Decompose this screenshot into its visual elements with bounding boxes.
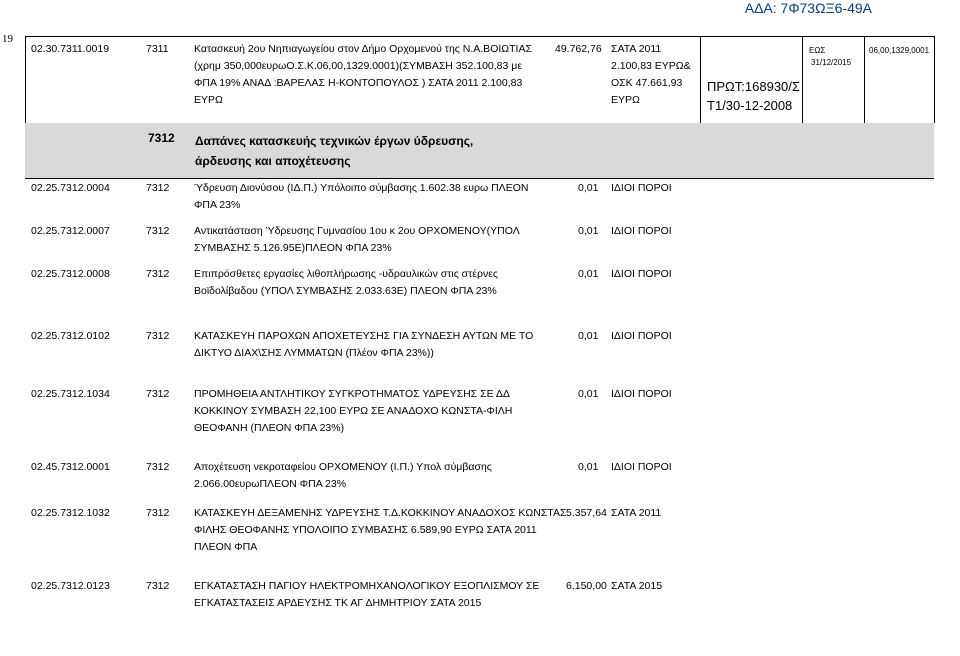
desc-line: ΦΠΑ 19% ΑΝΑΔ :ΒΑΡΕΛΑΣ Η-ΚΟΝΤΟΠΟΥΛΟΣ ) ΣΑΤΑ 2011 2.100,83 — [194, 77, 523, 89]
row-description — [194, 386, 512, 437]
desc-line: ΕΥΡΩ — [194, 94, 223, 106]
row-amount: 0,01 — [578, 388, 599, 400]
row-source: ΙΔΙΟΙ ΠΟΡΟΙ — [611, 330, 672, 342]
desc-line: ΚΑΤΑΣΚΕΥΗ ΠΑΡΟΧΩΝ ΑΠΟΧΕΤΕΥΣΗΣ ΓΙΑ ΣΥΝΔΕΣΗ ΑΥΤΩΝ ΜΕ ΤΟ — [194, 330, 534, 342]
source-line: ΕΥΡΩ — [611, 94, 640, 106]
row-kae: 7312 — [146, 507, 170, 519]
desc-line: ΔΙΚΤΥΟ ΔΙΑΧ\ΣΗΣ ΛΥΜΜΑΤΩΝ (Πλέον ΦΠΑ 23%)) — [194, 347, 434, 359]
border-eos — [802, 36, 803, 123]
first-row-kae: 7311 — [146, 43, 169, 55]
source-line: ΣΑΤΑ 2011 — [611, 43, 662, 55]
desc-line: ΠΛΕΟΝ ΦΠΑ — [194, 541, 258, 553]
first-row-eos — [809, 45, 861, 69]
desc-line: Αντικατάσταση Ύδρευσης Γυμνασίου 1ου κ 2ου ΟΡΧΟΜΕΝΟΥ(ΥΠΟΛ — [194, 225, 520, 237]
section-title — [195, 131, 473, 171]
row-source: ΙΔΙΟΙ ΠΟΡΟΙ — [611, 461, 672, 473]
border-prot — [700, 36, 701, 123]
border-left — [25, 36, 26, 123]
border-osk — [864, 36, 865, 123]
row-description — [194, 459, 492, 493]
row-code: 02.25.7312.0008 — [31, 268, 110, 280]
row-code: 02.25.7312.0007 — [31, 225, 110, 237]
desc-line: ΚΟΚΚΙΝΟΥ ΣΥΜΒΑΣΗ 22,100 ΕΥΡΩ ΣΕ ΑΝΑΔΟΧΟ ΚΩΝΣΤΑ-ΦΙΛΗ — [194, 405, 513, 417]
row-kae: 7312 — [146, 182, 170, 194]
row-description — [194, 266, 498, 300]
page-header — [0, 0, 960, 16]
prot-line: Τ1/30-12-2008 — [707, 98, 793, 113]
first-row-source — [611, 41, 691, 109]
desc-line: ΠΡΟΜΗΘΕΙΑ ΑΝΤΛΗΤΙΚΟΥ ΣΥΓΚΡΟΤΗΜΑΤΟΣ ΥΔΡΕΥΣΗΣ ΣΕ ΔΔ — [194, 388, 510, 400]
section-title-line: Δαπάνες κατασκευής τεχνικών έργων ύδρευσης, — [195, 134, 474, 148]
source-line: ΟΣΚ 47.661,93 — [611, 77, 683, 89]
row-kae: 7312 — [146, 268, 170, 280]
first-row-osk-code: 06,00,1329,0001 — [869, 46, 930, 55]
row-kae: 7312 — [146, 580, 170, 592]
row-source: ΣΑΤΑ 2011 — [611, 507, 662, 519]
border-right — [934, 36, 935, 123]
source-line: 2.100,83 ΕΥΡΩ& — [611, 60, 691, 72]
first-row-description — [194, 41, 532, 109]
desc-line: 2.066.00ευρωΠΛΕΟΝ ΦΠΑ 23% — [194, 478, 347, 490]
desc-line: ΕΓΚΑΤΑΣΤΑΣΗ ΠΑΓΙΟΥ ΗΛΕΚΤΡΟΜΗΧΑΝΟΛΟΓΙΚΟΥ ΕΞΟΠΛΙΣΜΟΥ ΣΕ — [194, 580, 540, 592]
first-row-amount: 49.762,76 — [555, 43, 602, 55]
row-code: 02.25.7312.1032 — [31, 507, 110, 519]
row-description — [194, 180, 528, 214]
desc-line: Αποχέτευση νεκροταφείου ΟΡΧΟΜΕΝΟΥ (Ι.Π.) Υπολ σύμβασης — [194, 461, 492, 473]
row-source: ΙΔΙΟΙ ΠΟΡΟΙ — [611, 388, 672, 400]
row-amount: 6.150,00 — [566, 580, 607, 592]
row-source: ΙΔΙΟΙ ΠΟΡΟΙ — [611, 268, 672, 280]
row-code: 02.45.7312.0001 — [31, 461, 110, 473]
desc-line: ΚΑΤΑΣΚΕΥΗ ΔΕΞΑΜΕΝΗΣ ΥΔΡΕΥΣΗΣ Τ.Δ.ΚΟΚΚΙΝΟΥ ΑΝΑΔΟΧΟΣ ΚΩΝΣΤΑΣ — [194, 507, 567, 519]
section-bottom-border — [25, 178, 934, 179]
row-kae: 7312 — [146, 225, 170, 237]
first-row-protocol — [707, 77, 800, 115]
first-row-code: 02.30.7311.0019 — [31, 43, 110, 55]
row-kae: 7312 — [146, 388, 170, 400]
page-number: 19 — [2, 33, 13, 45]
row-amount: 5.357,64 — [566, 507, 607, 519]
row-kae: 7312 — [146, 461, 170, 473]
desc-line: ΕΓΚΑΤΑΣΤΑΣΕΙΣ ΑΡΔΕΥΣΗΣ ΤΚ ΑΓ ΔΗΜΗΤΡΙΟΥ ΣΑΤΑ 2015 — [194, 597, 482, 609]
section-title-line: άρδευσης και αποχέτευσης — [195, 154, 351, 168]
desc-line: Επιπρόσθετες εργασίες λιθοπλήρωσης -υδραυλικών στις στέρνες — [194, 268, 498, 280]
row-kae: 7312 — [146, 330, 170, 342]
eos-line: 31/12/2015 — [811, 58, 852, 67]
row-source: ΙΔΙΟΙ ΠΟΡΟΙ — [611, 225, 672, 237]
row-code: 02.25.7312.1034 — [31, 388, 110, 400]
row-source: ΣΑΤΑ 2015 — [611, 580, 663, 592]
desc-line: ΦΠΑ 23% — [194, 199, 241, 211]
desc-line: Κατασκευή 2ου Νηπιαγωγείου στον Δήμο Ορχομενού της Ν.Α.ΒΟΙΩΤΙΑΣ — [194, 43, 532, 55]
row-description — [194, 328, 533, 362]
row-description — [194, 223, 520, 257]
row-code: 02.25.7312.0004 — [31, 182, 110, 194]
row-code: 02.25.7312.0102 — [31, 330, 110, 342]
desc-line: Βοϊδολίβαδου (ΥΠΟΛ ΣΥΜΒΑΣΗΣ 2.033.63Ε) ΠΛΕΟΝ ΦΠΑ 23% — [194, 285, 497, 297]
desc-line: ΣΥΜΒΑΣΗΣ 5.126.95Ε)ΠΛΕΟΝ ΦΠΑ 23% — [194, 242, 392, 254]
row-description — [194, 578, 539, 612]
desc-line: ΦΙΛΗΣ ΘΕΟΦΑΝΗΣ ΥΠΟΛΟΙΠΟ ΣΥΜΒΑΣΗΣ 6.589,90 ΕΥΡΩ ΣΑΤΑ 2011 — [194, 524, 537, 536]
row-amount: 0,01 — [578, 182, 599, 194]
row-amount: 0,01 — [578, 330, 599, 342]
row-source: ΙΔΙΟΙ ΠΟΡΟΙ — [611, 182, 672, 194]
row-amount: 0,01 — [578, 268, 599, 280]
desc-line: (χρημ 350,000ευρωΟ.Σ.Κ.06,00,1329.0001)(ΣΥΜΒΑΣΗ 352.100,83 με — [194, 60, 523, 72]
prot-line: ΠΡΩΤ:168930/Σ — [707, 79, 800, 94]
row-amount: 0,01 — [578, 461, 599, 473]
section-code: 7312 — [148, 131, 175, 145]
desc-line: Ύδρευση Διονύσου (ΙΔ.Π.) Υπόλοιπο σύμβασης 1.602.38 ευρω ΠΛΕΟΝ — [194, 182, 529, 194]
row-amount: 0,01 — [578, 225, 599, 237]
eos-line: ΕΩΣ — [809, 46, 826, 55]
desc-line: ΘΕΟΦΑΝΗ (ΠΛΕΟΝ ΦΠΑ 23%) — [194, 422, 345, 434]
row-description — [194, 505, 566, 556]
ada-code: ΑΔΑ: 7Φ73ΩΞ6-49Α — [744, 0, 872, 16]
table-top-border — [25, 36, 934, 37]
row-code: 02.25.7312.0123 — [31, 580, 110, 592]
